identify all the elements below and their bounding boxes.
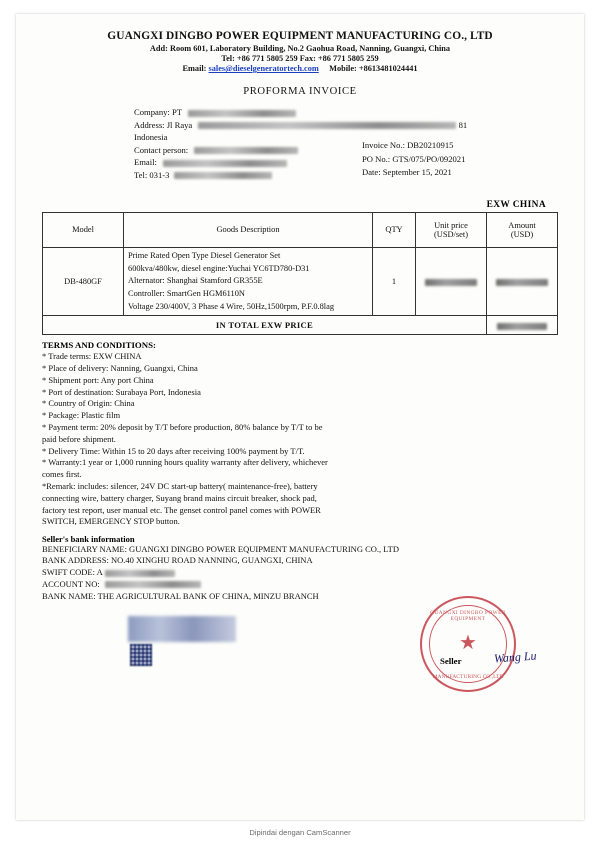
stamp-bottom-text: MANUFACTURING CO.,LTD bbox=[432, 674, 504, 681]
bank-account-label: ACCOUNT NO: bbox=[42, 578, 100, 589]
buyer-company-label: Company: PT bbox=[134, 107, 182, 118]
term-item: comes first. bbox=[42, 469, 82, 480]
qr-code-icon bbox=[130, 644, 152, 666]
term-item: * Payment term: 20% deposit by T/T before production, 80% balance by T/T to be bbox=[42, 422, 323, 433]
bank-info-block bbox=[42, 544, 558, 603]
buyer-country: Indonesia bbox=[134, 132, 168, 143]
redacted-bar-artifact bbox=[128, 616, 236, 642]
company-mobile: Mobile: +8613481024441 bbox=[329, 64, 418, 74]
redacted-contact-value bbox=[194, 147, 298, 154]
th-amount bbox=[487, 213, 558, 248]
th-amount-line2: (USD) bbox=[510, 230, 534, 240]
buyer-contact-label: Contact person: bbox=[134, 144, 189, 155]
redacted-company-value bbox=[188, 110, 296, 117]
bank-info-title: Seller's bank information bbox=[42, 533, 135, 544]
desc-line-3: Alternator: Shanghai Stamford GR355E bbox=[128, 276, 263, 286]
star-icon: ★ bbox=[459, 632, 477, 655]
buyer-address-label: Address: Jl Raya bbox=[134, 119, 193, 130]
th-unit-price-line1: Unit price bbox=[434, 220, 468, 230]
th-amount-line1: Amount bbox=[508, 220, 536, 230]
term-item: *Remark: includes: silencer, 24V DC start-up battery( maintenance-free), battery bbox=[42, 481, 318, 492]
bank-swift-row bbox=[42, 567, 558, 579]
desc-line-4: Controller: SmartGen HGM6110N bbox=[128, 289, 245, 299]
desc-line-1: Prime Rated Open Type Diesel Generator Set bbox=[128, 251, 281, 261]
table-total-row bbox=[43, 316, 558, 335]
bank-account-row bbox=[42, 579, 558, 591]
term-item: * Port of destination: Surabaya Port, Indonesia bbox=[42, 386, 201, 397]
bank-name: BANK NAME: THE AGRICULTURAL BANK OF CHINA, MINZU BRANCH bbox=[42, 590, 319, 601]
th-unit-price bbox=[416, 213, 487, 248]
cell-qty: 1 bbox=[373, 248, 416, 316]
cell-description bbox=[124, 248, 373, 316]
goods-table bbox=[42, 212, 558, 335]
buyer-tel-row bbox=[134, 169, 558, 181]
th-unit-price-line2: (USD/set) bbox=[434, 230, 468, 240]
buyer-contact-row bbox=[134, 144, 558, 156]
cell-model: DB-480GF bbox=[43, 248, 124, 316]
company-phone: Tel: +86 771 5805 259 Fax: +86 771 5805 259 bbox=[221, 54, 379, 64]
bank-beneficiary: BENEFICIARY NAME: GUANGXI DINGBO POWER EQUIPMENT MANUFACTURING CO., LTD bbox=[42, 543, 400, 554]
buyer-company-row bbox=[134, 106, 558, 118]
letterhead bbox=[42, 30, 558, 74]
po-number: PO No.: GTS/075/PO/092021 bbox=[362, 153, 466, 164]
invoice-date: Date: September 15, 2021 bbox=[362, 166, 452, 177]
terms-title: TERMS AND CONDITIONS: bbox=[42, 340, 156, 351]
buyer-address-row bbox=[134, 119, 558, 131]
invoice-sheet bbox=[16, 14, 584, 820]
th-description: Goods Description bbox=[124, 213, 373, 248]
term-item: * Warranty:1 year or 1,000 running hours quality warranty after delivery, whichever bbox=[42, 457, 328, 468]
bank-swift-label: SWIFT CODE: A bbox=[42, 567, 103, 578]
invoice-meta-block bbox=[362, 139, 465, 179]
redacted-swift-code bbox=[105, 570, 175, 577]
term-item: * Country of Origin: China bbox=[42, 398, 135, 409]
stamp-top-text: GUANGXI DINGBO POWER EQUIPMENT bbox=[430, 610, 506, 623]
cell-unit-price bbox=[416, 248, 487, 316]
th-model: Model bbox=[43, 213, 124, 248]
table-header-row bbox=[43, 213, 558, 248]
redacted-total-amount bbox=[497, 323, 547, 330]
buyer-tel-label: Tel: 031-3 bbox=[134, 169, 170, 180]
buyer-email-row bbox=[134, 156, 558, 168]
company-address: Add: Room 601, Laboratory Building, No.2 Gaohua Road, Nanning, Guangxi, China bbox=[149, 43, 451, 53]
term-item: * Trade terms: EXW CHINA bbox=[42, 351, 142, 362]
seller-label: Seller bbox=[440, 656, 462, 667]
seller-signature: Wang Lu bbox=[493, 648, 537, 666]
desc-line-5: Voltage 230/400V, 3 Phase 4 Wire, 50Hz,1500rpm, P.F.0.8lag bbox=[128, 301, 335, 311]
scanner-watermark: Dipindai dengan CamScanner bbox=[249, 828, 351, 837]
scanned-artifact-block bbox=[128, 616, 238, 668]
invoice-number: Invoice No.: DB20210915 bbox=[362, 140, 454, 151]
exw-terms-label: EXW CHINA bbox=[486, 200, 546, 211]
redacted-unit-price bbox=[425, 279, 477, 286]
buyer-info-block bbox=[42, 106, 558, 198]
term-item: paid before shipment. bbox=[42, 433, 116, 444]
redacted-account-no bbox=[105, 581, 201, 588]
terms-list bbox=[42, 351, 558, 527]
buyer-email-label: Email: bbox=[134, 157, 157, 168]
buyer-address-tail: 81 bbox=[458, 119, 468, 130]
term-item: * Delivery Time: Within 15 to 20 days after receiving 100% payment by T/T. bbox=[42, 445, 305, 456]
cell-amount bbox=[487, 248, 558, 316]
bank-address: BANK ADDRESS: NO.40 XINGHU ROAD NANNING, GUANGXI, CHINA bbox=[42, 555, 313, 566]
term-item: * Package: Plastic film bbox=[42, 410, 121, 421]
total-label: IN TOTAL EXW PRICE bbox=[43, 316, 487, 335]
term-item: connecting wire, battery charger, Suyang brand mains circuit breaker, shock pad, bbox=[42, 492, 317, 503]
total-amount bbox=[487, 316, 558, 335]
company-name: GUANGXI DINGBO POWER EQUIPMENT MANUFACTURING CO., LTD bbox=[107, 30, 493, 42]
redacted-tel-value bbox=[174, 172, 272, 179]
redacted-address-value bbox=[198, 122, 456, 129]
company-stamp bbox=[420, 596, 516, 692]
desc-line-2: 600kva/480kw, diesel engine:Yuchai YC6TD780-D31 bbox=[128, 263, 310, 273]
table-row bbox=[43, 248, 558, 316]
redacted-amount bbox=[496, 279, 548, 286]
term-item: SWITCH, EMERGENCY STOP button. bbox=[42, 516, 180, 527]
email-label: Email: bbox=[182, 64, 207, 74]
signature-area bbox=[42, 604, 558, 690]
th-qty: QTY bbox=[373, 213, 416, 248]
term-item: * Place of delivery: Nanning, Guangxi, China bbox=[42, 363, 198, 374]
company-email-row bbox=[42, 64, 558, 74]
term-item: factory test report, user manual etc. The genset control panel comes with POWER bbox=[42, 504, 321, 515]
term-item: * Shipment port: Any port China bbox=[42, 374, 154, 385]
email-link[interactable]: sales@dieselgeneratortech.com bbox=[208, 64, 319, 74]
redacted-email-value bbox=[163, 160, 287, 167]
page-title: PROFORMA INVOICE bbox=[243, 86, 357, 98]
